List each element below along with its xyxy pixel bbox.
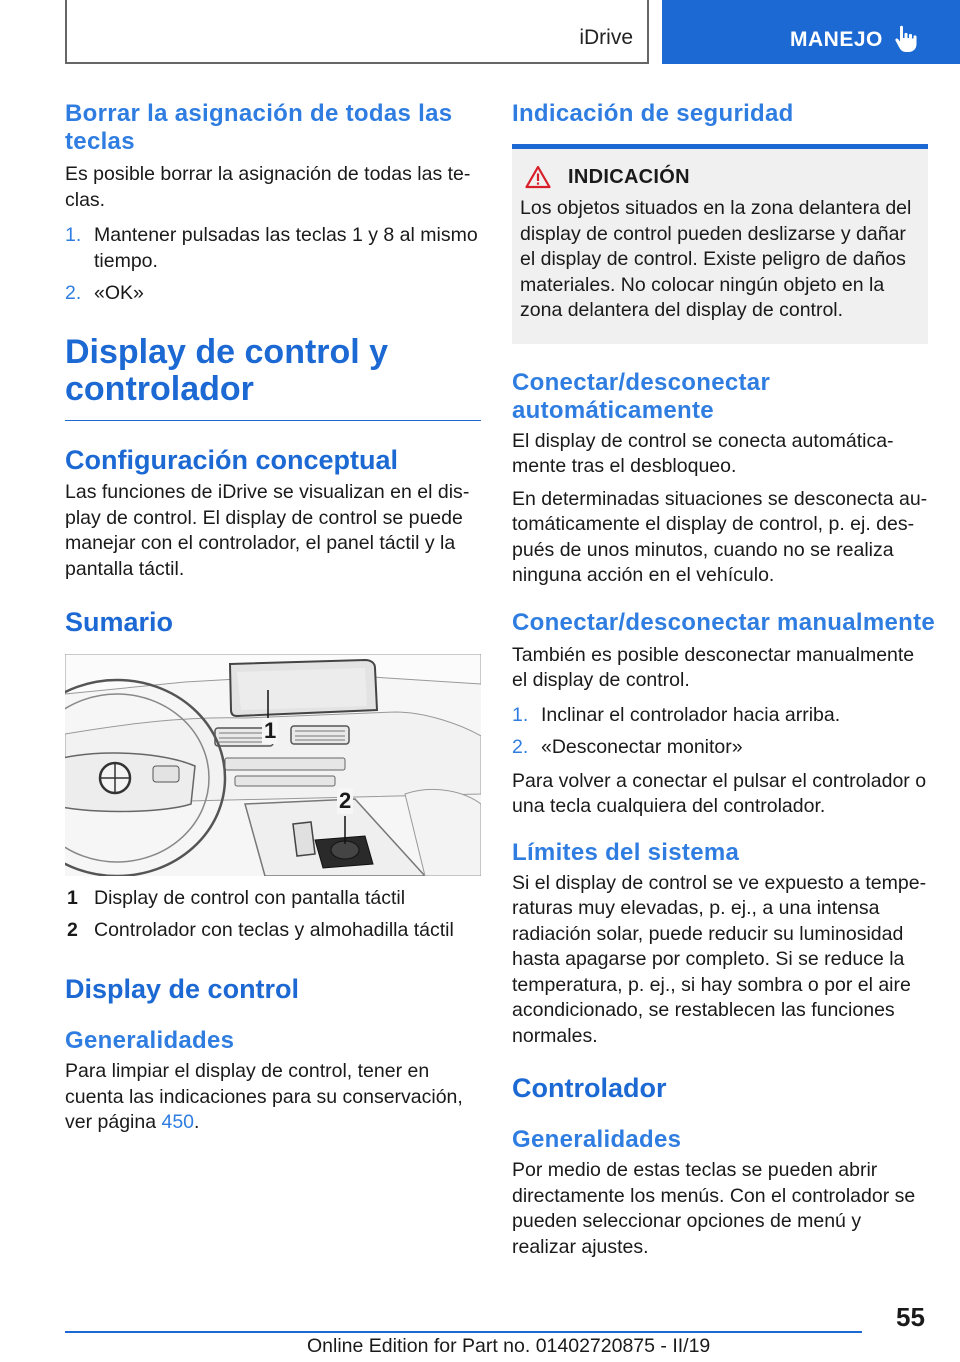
step-number: 2. bbox=[65, 282, 82, 304]
heading-controlador: Controlador bbox=[512, 1073, 667, 1103]
paragraph-configuracion: Las funciones de iDrive se visualizan en el display de control. El display de control se puede manejar con el controlador, el panel táctil y la pantalla táctil. bbox=[65, 481, 470, 580]
heading-display-de-control: Display de control bbox=[65, 974, 300, 1004]
list-item bbox=[512, 735, 928, 761]
heading-configuracion: Configuración conceptual bbox=[65, 445, 399, 475]
note-text: Los objetos situados en la zona delantera del display de control pueden deslizarse y dañar el display de control. Existe peligro de daños materiales. No colocar ningún objeto en la zona delantera del display de control. bbox=[520, 197, 912, 321]
header-chapter-label: MANEJO bbox=[790, 28, 883, 51]
dashboard-drawing bbox=[65, 654, 481, 876]
header-section-title: iDrive bbox=[579, 26, 633, 49]
generalidades-period: . bbox=[194, 1111, 200, 1133]
paragraph-manual-2: Para volver a conectar el pulsar el controlador o una tecla cualquiera del controlador. bbox=[512, 769, 927, 817]
heading-borrar-asignacion: Borrar la asignación de todas las teclas bbox=[65, 100, 453, 155]
heading-generalidades-controlador: Generalidades bbox=[512, 1126, 682, 1153]
paragraph-borrar: Es posible borrar la asignación de todas las teclas. bbox=[65, 163, 471, 211]
paragraph-auto-2: En determinadas situaciones se desconecta automáticamente el display de control, p. ej. después de unos minutos, cuando no se realiza ninguna acción en el vehículo. bbox=[512, 487, 928, 586]
paragraph-controlador: Por medio de estas teclas se pueden abrir directamente los menús. Con el controlador se pueden seleccionar opciones de menú y realizar ajustes. bbox=[512, 1159, 916, 1258]
heading-sumario: Sumario bbox=[65, 607, 174, 637]
step-number: 1. bbox=[512, 703, 529, 726]
generalidades-text: Para limpiar el display de control, tener en cuenta las indicaciones para su conservación, ver página bbox=[65, 1060, 463, 1133]
left-column bbox=[65, 100, 481, 1136]
legend-text: Controlador con teclas y almohadilla táctil bbox=[94, 918, 454, 941]
paragraph-auto-1: El display de control se conecta automáticamente tras el desbloqueo. bbox=[512, 429, 894, 477]
dashboard-illustration bbox=[65, 654, 481, 876]
callout-2: 2 bbox=[339, 788, 352, 813]
header-section-box bbox=[65, 0, 649, 64]
step-text: Mantener pulsadas las teclas 1 y 8 al mismo tiempo. bbox=[94, 224, 478, 272]
steps-borrar bbox=[65, 223, 481, 307]
heading-conectar-auto: Conectar/desconectar automáticamente bbox=[512, 368, 771, 424]
legend-item bbox=[65, 886, 481, 912]
warning-triangle-icon bbox=[525, 165, 551, 189]
steps-manual bbox=[512, 703, 928, 761]
note-title: INDICACIÓN bbox=[568, 165, 690, 188]
paragraph-generalidades bbox=[65, 1059, 481, 1136]
legend-item bbox=[65, 918, 481, 944]
legend-number: 1 bbox=[67, 887, 78, 909]
callout-1: 1 bbox=[264, 718, 277, 743]
footer-rule bbox=[65, 1331, 862, 1333]
step-number: 1. bbox=[65, 224, 82, 246]
figure-legend bbox=[65, 886, 481, 943]
list-item bbox=[512, 703, 928, 729]
heading-display-controlador: Display de control y controlador bbox=[65, 332, 389, 408]
list-item bbox=[65, 281, 481, 307]
note-header bbox=[520, 165, 920, 189]
heading-generalidades: Generalidades bbox=[65, 1027, 235, 1054]
page-reference-link[interactable]: 450 bbox=[161, 1111, 195, 1133]
heading-underline bbox=[65, 420, 481, 422]
step-number: 2. bbox=[512, 736, 529, 758]
page-number: 55 bbox=[896, 1302, 925, 1332]
safety-note-box bbox=[512, 149, 928, 344]
footer-edition: Online Edition for Part no. 01402720875 - II/19 bbox=[307, 1335, 711, 1357]
right-column bbox=[512, 100, 936, 1260]
step-text: «OK» bbox=[94, 282, 144, 304]
list-item bbox=[65, 223, 481, 274]
step-text: Inclinar el controlador hacia arriba. bbox=[541, 703, 841, 726]
legend-number: 2 bbox=[67, 918, 78, 941]
paragraph-limites: Si el display de control se ve expuesto a temperaturas muy elevadas, p. ej., a una intensa radiación solar, puede reducir su luminosidad hasta apagarse por completo. Si se reduce la temperatura, p. ej., si hay sombra o por el aire acondicionado, se restablecen las funciones normales. bbox=[512, 871, 927, 1047]
step-text: «Desconectar monitor» bbox=[541, 736, 743, 758]
heading-conectar-manual: Conectar/desconectar manualmente bbox=[512, 608, 936, 636]
header-chapter-tab bbox=[662, 0, 960, 64]
heading-limites-sistema: Límites del sistema bbox=[512, 838, 740, 866]
paragraph-manual: También es posible desconectar manualmente el display de control. bbox=[512, 643, 915, 691]
hand-pointer-icon bbox=[894, 24, 922, 54]
heading-indicacion-seguridad: Indicación de seguridad bbox=[512, 100, 794, 127]
legend-text: Display de control con pantalla táctil bbox=[94, 887, 406, 909]
